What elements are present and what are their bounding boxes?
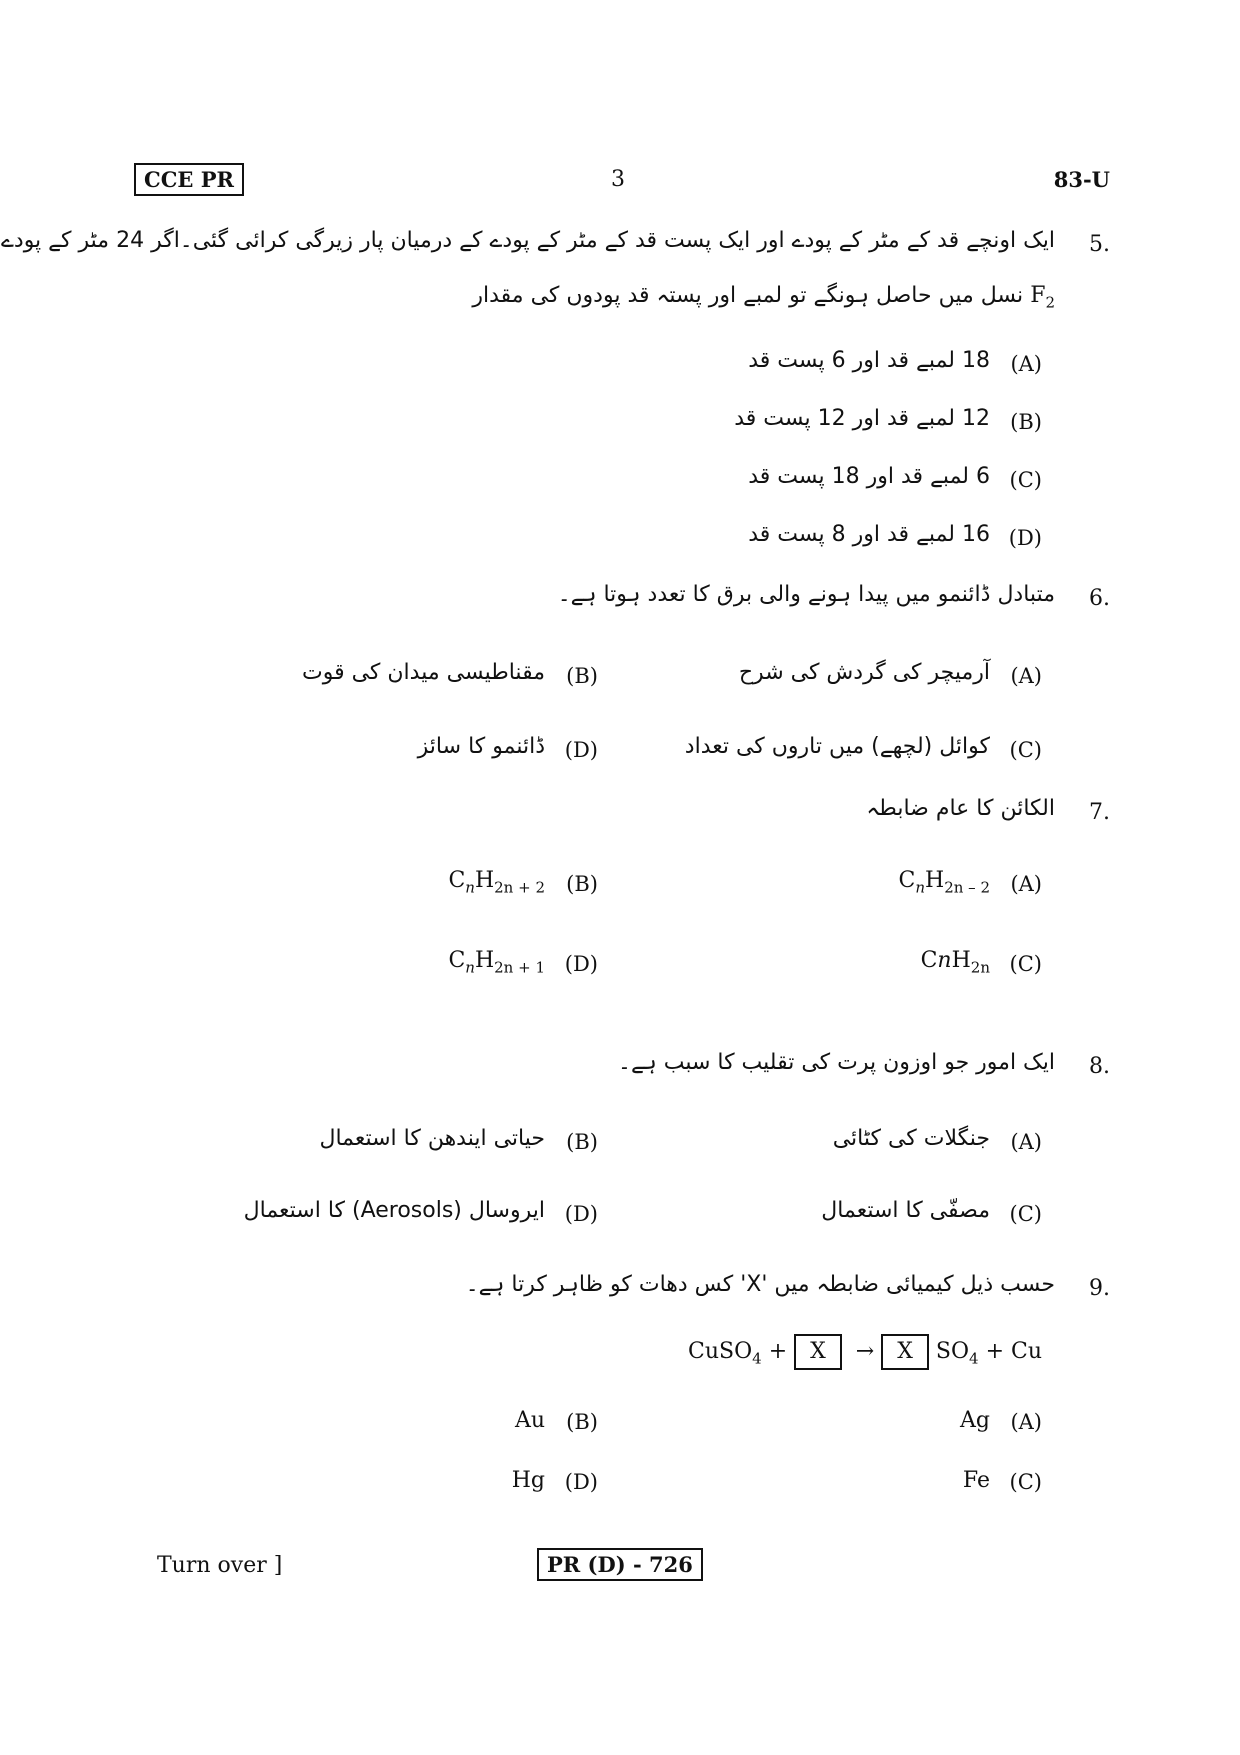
q8-option-b-label: (B) <box>566 1130 598 1154</box>
q5-option-c-label: (C) <box>1009 468 1042 492</box>
q5-option-a-text: 18 لمبے قد اور 6 پست قد <box>748 348 990 373</box>
q7-option-a-label: (A) <box>1010 872 1042 896</box>
question-5-text: ایک اونچے قد کے مٹر کے پودے اور ایک پست قد کے مٹر کے پودے کے درمیان پار زیرگی کرائی گئی۔اگر 24 مٹر کے پودے <box>1 228 1055 253</box>
q6-option-c-label: (C) <box>1009 738 1042 762</box>
question-9-number: 9. <box>1089 1276 1110 1301</box>
question-7-text: الکائن کا عام ضابطہ <box>866 796 1055 821</box>
q8-option-a-text: جنگلات کی کٹائی <box>832 1126 990 1151</box>
q9-option-b-text: Au <box>514 1408 545 1433</box>
q7-option-d-formula: $C_nH_{2n + 1}$ <box>448 948 545 977</box>
q8-option-c-text: مصفّی کا استعمال <box>821 1198 990 1223</box>
q9-option-a-text: Ag <box>960 1408 990 1433</box>
q9-option-c-text: Fe <box>962 1468 990 1493</box>
q7-option-c-label: (C) <box>1009 952 1042 976</box>
q9-option-d-text: Hg <box>511 1468 545 1493</box>
q6-option-d-label: (D) <box>564 738 598 762</box>
turn-over-text: Turn over ] <box>157 1553 283 1578</box>
q7-option-b-formula: $C_nH_{2n + 2}$ <box>448 868 545 897</box>
q6-option-a-label: (A) <box>1010 664 1042 688</box>
q9-option-d-label: (D) <box>564 1470 598 1494</box>
footer-code-box: PR (D) - 726 <box>537 1548 703 1581</box>
x-box-right: X <box>881 1334 929 1370</box>
question-6-number: 6. <box>1089 586 1110 611</box>
q8-option-c-label: (C) <box>1009 1202 1042 1226</box>
question-8-number: 8. <box>1089 1054 1110 1079</box>
q5-option-d-label: (D) <box>1008 526 1042 550</box>
q6-option-a-text: آرمیچر کی گردش کی شرح <box>738 660 990 685</box>
q9-option-a-label: (A) <box>1010 1410 1042 1434</box>
q8-option-a-label: (A) <box>1010 1130 1042 1154</box>
question-9-text: حسب ذیل کیمیائی ضابطہ میں 'X' کس دھات کو ظاہر کرتا ہے۔ <box>465 1272 1055 1297</box>
q6-option-b-label: (B) <box>566 664 598 688</box>
question-7-number: 7. <box>1089 800 1110 825</box>
q7-option-c-formula: CnH$_{2n}$ <box>920 948 990 977</box>
q5-option-d-text: 16 لمبے قد اور 8 پست قد <box>748 522 990 547</box>
q6-option-c-text: کوائل (لچھے) میں تاروں کی تعداد <box>684 734 990 759</box>
q9-equation: CuSO$_4$ + X → X $SO_4 + Cu$ <box>688 1334 1042 1370</box>
q5-option-a-label: (A) <box>1010 352 1042 376</box>
page-number: 3 <box>611 167 625 192</box>
q8-option-d-label: (D) <box>564 1202 598 1226</box>
q7-option-a-formula: $C_nH_{2n - 2}$ <box>898 868 990 897</box>
q8-option-b-text: حیاتی ایندھن کا استعمال <box>319 1126 545 1151</box>
question-5-number: 5. <box>1089 232 1110 257</box>
q6-option-b-text: مقناطیسی میدان کی قوت <box>302 660 545 685</box>
q6-option-d-text: ڈائنمو کا سائز <box>417 734 545 759</box>
question-6-text: متبادل ڈائنمو میں پیدا ہونے والی برق کا تعدد ہوتا ہے۔ <box>557 582 1055 607</box>
q5-option-b-text: 12 لمبے قد اور 12 پست قد <box>734 406 990 431</box>
q9-option-c-label: (C) <box>1009 1470 1042 1494</box>
question-5-text-line2: $F_2$ نسل میں حاصل ہونگے تو لمبے اور پستہ قد پودوں کی مقدار <box>472 283 1055 312</box>
q8-option-d-text: ایروسال (Aerosols) کا استعمال <box>243 1198 545 1223</box>
q5-option-b-label: (B) <box>1010 410 1042 434</box>
q5-option-c-text: 6 لمبے قد اور 18 پست قد <box>748 464 990 489</box>
q7-option-d-label: (D) <box>564 952 598 976</box>
q7-option-b-label: (B) <box>566 872 598 896</box>
paper-code: 83-U <box>1053 167 1110 192</box>
q9-option-b-label: (B) <box>566 1410 598 1434</box>
header-code-box: CCE PR <box>134 163 244 196</box>
x-box-left: X <box>794 1334 842 1370</box>
question-8-text: ایک امور جو اوزون پرت کی تقلیب کا سبب ہے۔ <box>618 1050 1055 1075</box>
